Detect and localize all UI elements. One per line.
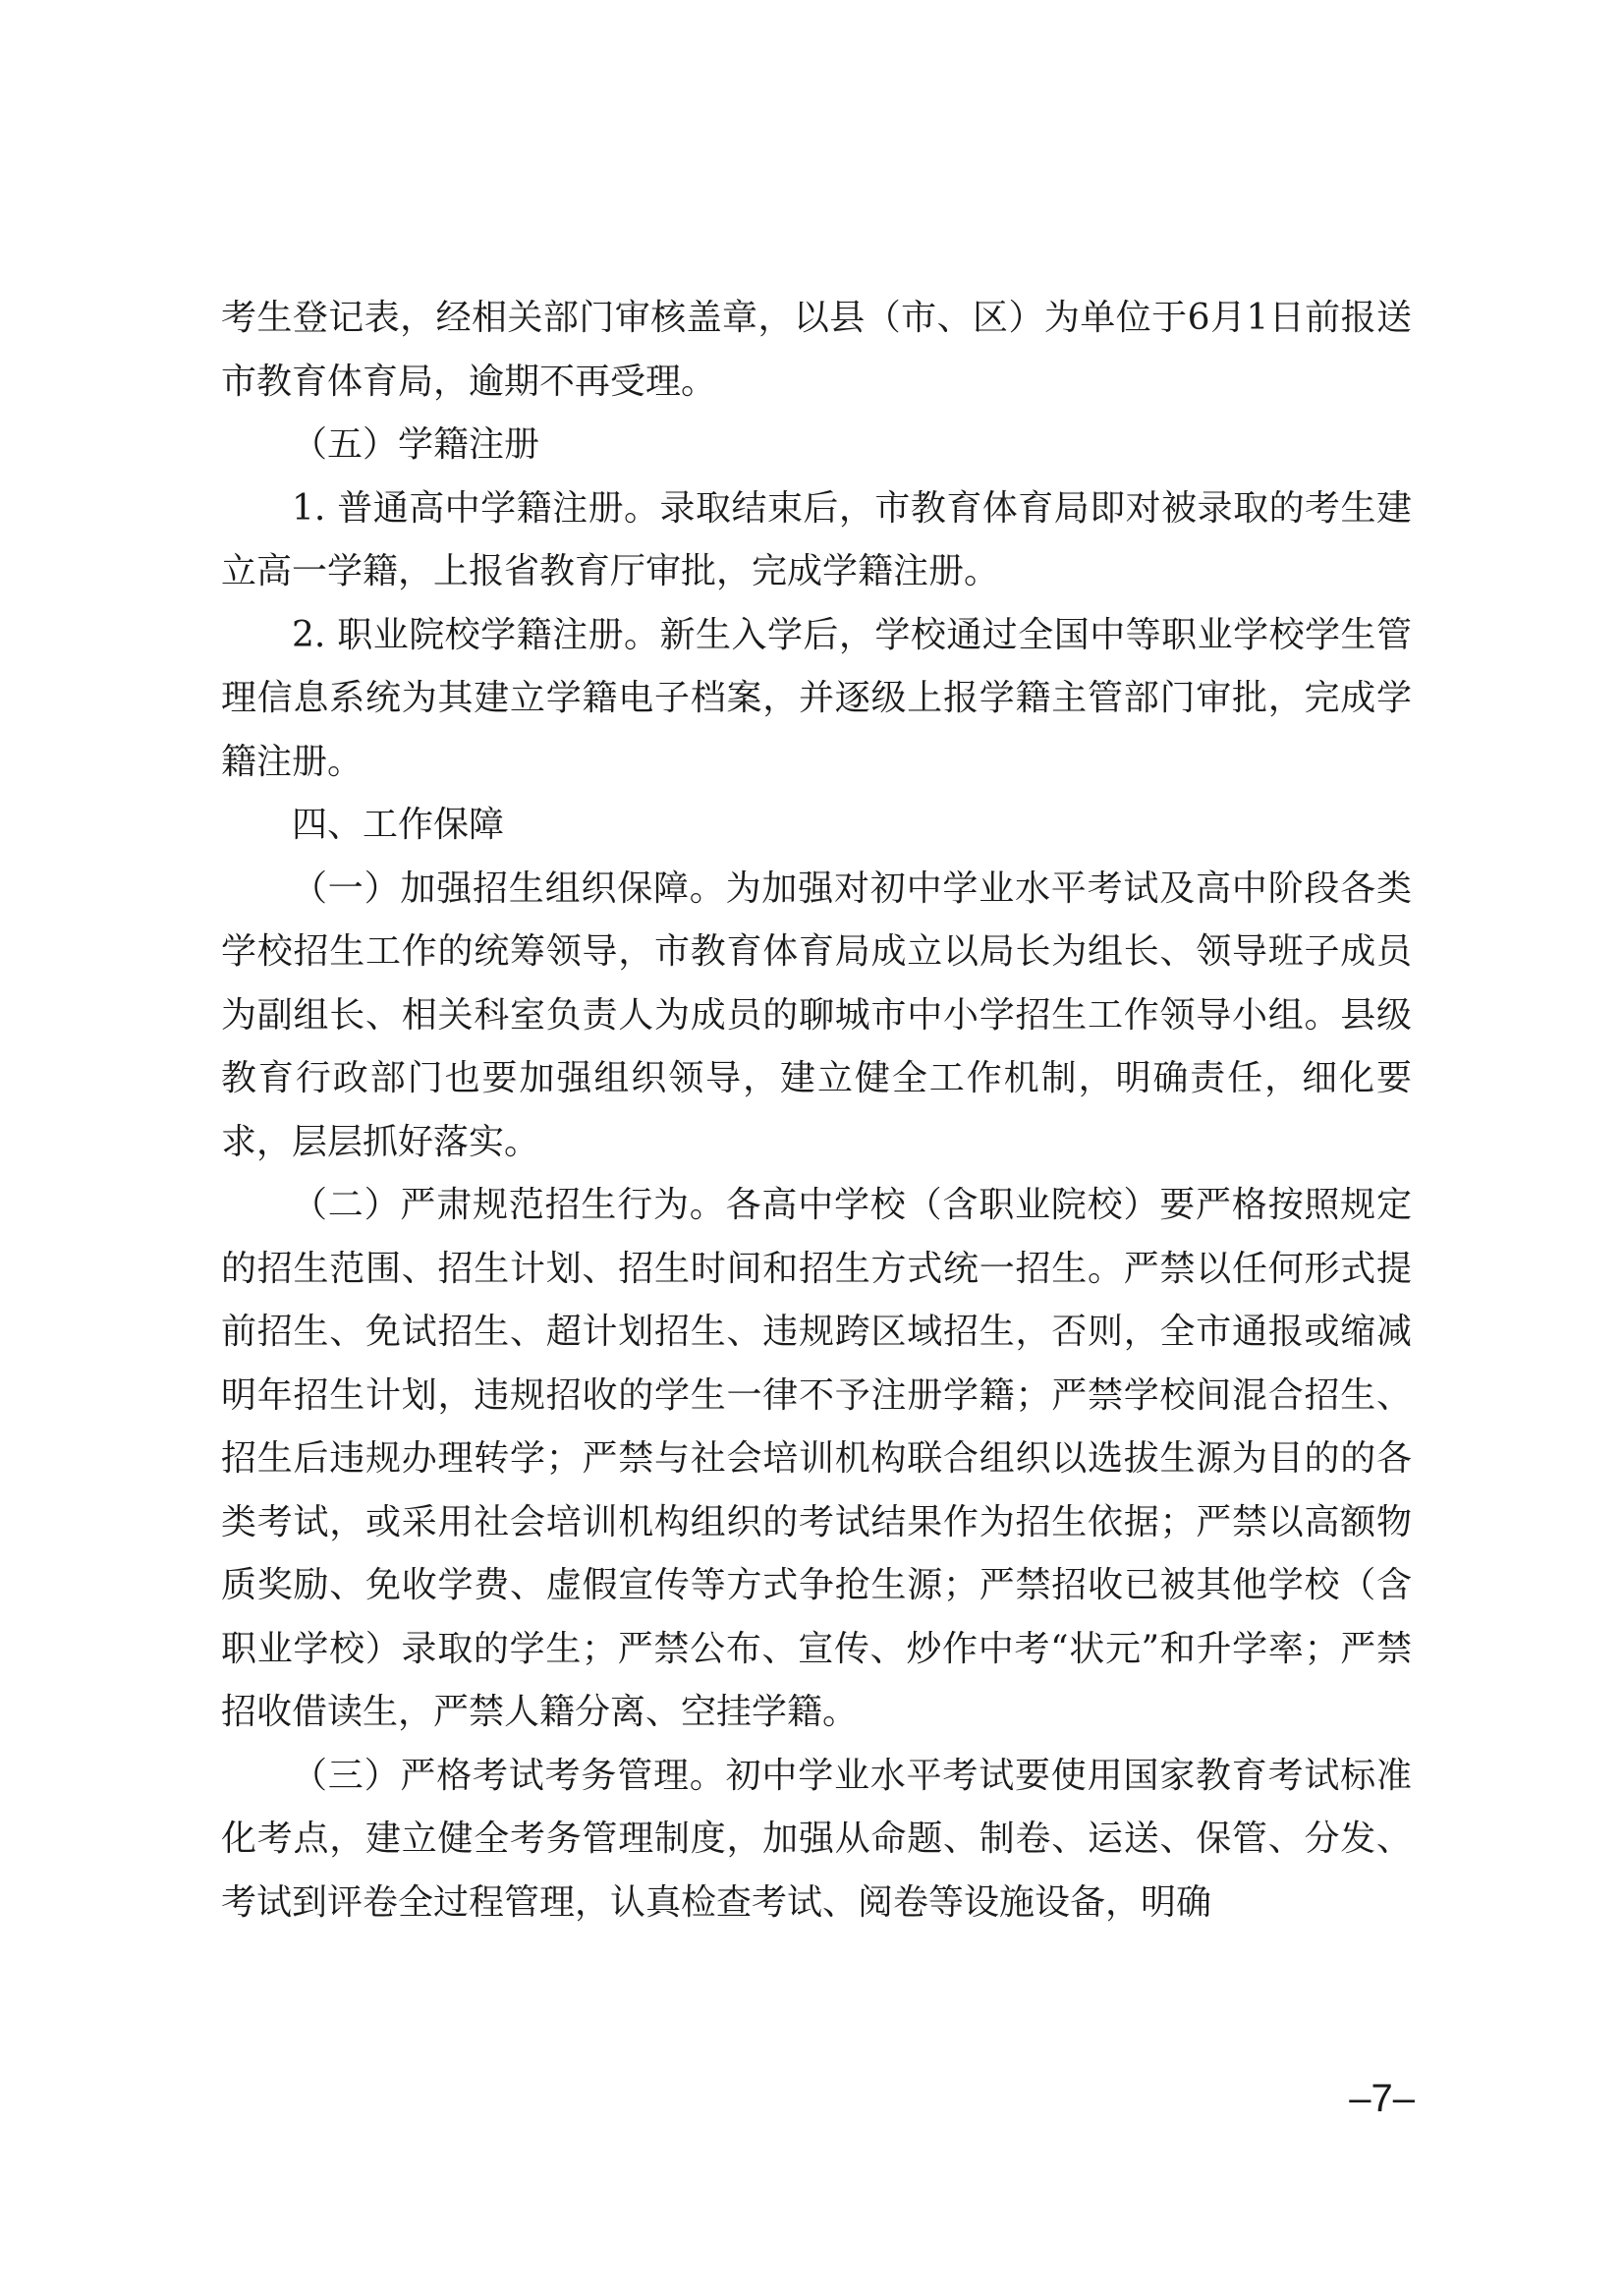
paragraph-continuation: 考生登记表，经相关部门审核盖章，以县（市、区）为单位于6月1日前报送市教育体育局，逾期不再受理。 — [221, 298, 1412, 402]
paragraph-high-school-registration: 1. 普通高中学籍注册。录取结束后，市教育体育局即对被录取的考生建立高一学籍，上报省教育厅审批，完成学籍注册。 — [221, 487, 1412, 591]
paragraph-vocational-registration: 2. 职业院校学籍注册。新生入学后，学校通过全国中等职业学校学生管理信息系统为其建立学籍电子档案，并逐级上报学籍主管部门审批，完成学籍注册。 — [221, 614, 1412, 782]
page-number: –7– — [1349, 2077, 1415, 2120]
paragraph-exam-management: （三）严格考试考务管理。初中学业水平考试要使用国家教育考试标准化考点，建立健全考务管理制度，加强从命题、制卷、运送、保管、分发、考试到评卷全过程管理，认真检查考试、阅卷等设施设备，明确 — [221, 1755, 1412, 1923]
section-heading-work-guarantee: 四、工作保障 — [292, 805, 505, 845]
document-body — [221, 287, 1412, 1934]
paragraph-organization-guarantee: （一）加强招生组织保障。为加强对初中学业水平考试及高中阶段各类学校招生工作的统筹领导，市教育体育局成立以局长为组长、领导班子成员为副组长、相关科室负责人为成员的聊城市中小学招生工作领导小组。县级教育行政部门也要加强组织领导，建立健全工作机制，明确责任，细化要求，层层抓好落实。 — [221, 868, 1412, 1162]
section-heading-student-registration: （五）学籍注册 — [292, 424, 540, 465]
paragraph-enrollment-regulation: （二）严肃规范招生行为。各高中学校（含职业院校）要严格按照规定的招生范围、招生计划、招生时间和招生方式统一招生。严禁以任何形式提前招生、免试招生、超计划招生、违规跨区域招生，否则，全市通报或缩减明年招生计划，违规招收的学生一律不予注册学籍；严禁学校间混合招生、招生后违规办理转学；严禁与社会培训机构联合组织以选拔生源为目的的各类考试，或采用社会培训机构组织的考试结果作为招生依据；严禁以高额物质奖励、免收学费、虚假宣传等方式争抢生源；严禁招收已被其他学校（含职业学校）录取的学生；严禁公布、宣传、炒作中考“状元”和升学率；严禁招收借读生，严禁人籍分离、空挂学籍。 — [221, 1185, 1412, 1732]
